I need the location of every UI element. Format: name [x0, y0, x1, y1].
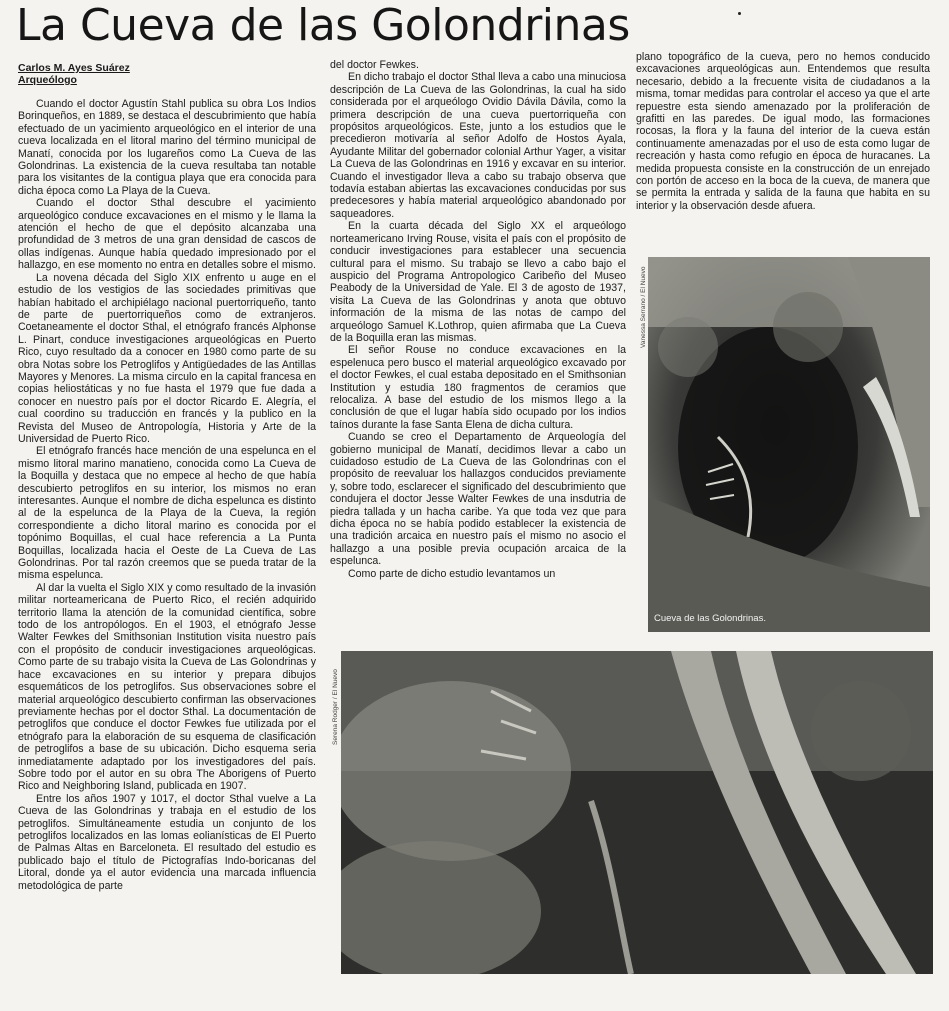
paragraph: Como parte de dicho estudio levantamos un	[348, 567, 556, 580]
paragraph: El etnógrafo francés hace mención de una espelunca en el mismo litoral marino manatieno, conocida como La Cueva de la Boquilla y destaca que no empece al hecho de que había descubierto petroglifos en su interior, los mismos no eran interesantes. Aunque el nombre de dicha espelunca es distinto al de la espelunca de la Playa de la Cueva, la región correspondiente a dicho litoral marino es conocida por el topónimo Boquillas, el cual hace referencia a La Punta Boquillas, localizada hacia el Oeste de La Cueva de Las Golondrinas. Por tal razón creemos que se pueda tratar de la misma espelunca.	[18, 445, 316, 582]
paragraph: El señor Rouse no conduce excavaciones en la espelenuca pero busco el material arqueológico excavado por el doctor Fewkes, el cual estaba depositado en el Smithsonian Institution y estudia 180 fragmentos de ceramios que relocaliza. A base del estudio de los mismos llego a la conclusión de que el lugar había sido ocupado por los indios taínos durante la fase Santa Elena de dicha cultura.	[330, 344, 626, 431]
paragraph: La novena década del Siglo XIX enfrento u auge en el estudio de los vestigios de las sociedades primitivas que habían habitado el archipiélago nacional puertorriqueño, tanto de parte de puertorriqueños como de extranjeros. Coetaneamente el doctor Sthal, el etnógrafo francés Alphonse L. Pinart, conduce investigaciones arqueológicas en Puerto Rico, cuyo resultado da a conocer en 1980 como parte de su obra Notas sobre los Petroglifos y Antigüedades de las Antillas Mayores y Menores. La misma circulo en la capital francesa en copias heliostáticas y no fue hasta el 1979 que fue dada a conocer en nuestro país por el doctor Ricardo E. Alegría, el cual coordino su traducción en francés y la publico en la Revista del Museo de Antropología, Historia y Arte de la Universidad de Puerto Rico.	[18, 271, 316, 445]
paragraph: En dicho trabajo el doctor Sthal lleva a cabo una minuciosa descripción de La Cueva de las Golondrinas, la cual ha sido considerada por el arqueólogo Ovidio Dávila Dávila, como la primera descripción de una cueva puertorriqueña con propósitos arqueológicos. Este, junto a los estudios que le precedieron motivaría al señor Adolfo de Hostos Ayala, Ayudante Militar del gobernador colonial Arthur Yager, a visitar La Cueva de las Golondrinas en 1916 y excavar en su interior. Cuando el investigador lleva a cabo su trabajo observa que todavía estaban abiertas las excavaciones conducidas por sus predecesores y había material arqueológico abandonado por saqueadores.	[330, 71, 626, 220]
author-name: Carlos M. Ayes Suárez	[18, 62, 130, 74]
cave-photo-1	[648, 257, 930, 632]
byline	[18, 62, 130, 86]
cave-photo-1-image	[648, 257, 930, 632]
paragraph: Al dar la vuelta el Siglo XIX y como resultado de la invasión militar norteamericana de Puerto Rico, el recién adquirido territorio llama la atención de la comunidad científica, sobre todo de los antropólogos. En el 1903, el etnógrafo Jesse Walter Fewkes del Smithsonian Institution visita nuestro país con el propósito de conducir investigaciones arqueológicas. Como parte de su trabajo visita la Cueva de Las Golondrinas y hace excavaciones en su interior y prepara dibujos esquemáticos de los petroglifos. Sus observaciones sobre el material arqueológico descubierto confirman las observaciones previamente hechas por el doctor Sthal. La documentación de petroglifos que conduce el doctor Fewkes fue utilizada por el etnógrafo para la elaboración de su esquema de clasificación de petroglifos a base de su ubicación. Dicho esquema seria inmediatamente adaptado por los investigadores del país. Sobre todo por el autor en su obra The Aborigens of Puerto Rico and Neighboring Island, publicada en 1907.	[18, 581, 316, 793]
column-1	[18, 98, 316, 892]
paragraph: del doctor Fewkes.	[330, 59, 419, 71]
photo-credit-2: Serena Rodger / El Nuevo	[332, 669, 339, 745]
paragraph: Cuando el doctor Sthal descubre el yacimiento arqueológico conduce excavaciones en el mismo y le llama la atención el hecho de que el depósito alcanzaba una profundidad de 3 metros de una gran densidad de cascos de ollas indígenas. Aunque había quedado impresionado por el hallazgo, en ese momento no entra en detalles sobre el mismo.	[18, 197, 316, 272]
photo-credit-1: Vanessa Serrano / El Nuevo	[640, 266, 647, 348]
paragraph: Cuando se creo el Departamento de Arqueología del gobierno municipal de Manatí, decidimos llevar a cabo un cuidadoso estudio de La Cueva de las Golondrinas con el propósito de reevaluar los hallazgos conducidos previamente y, sobre todo, esclarecer el significado del descubrimiento que condujera el doctor Jesse Walter Fewkes de una insdutria de piedra tallada y un hacha caribe. Ya que toda vez que para dicha época no se había podido establecer la existencia de una tradición arcaica en nuestro país el mismo no asocio el hallazgo a una posible previa ocupación arcaica de la espelunca.	[330, 431, 626, 568]
author-role: Arqueólogo	[18, 74, 77, 86]
paragraph: Entre los años 1907 y 1017, el doctor Sthal vuelve a La Cueva de las Golondrinas y trabaja en el estudio de los petroglifos. Simultáneamente estudia un conjunto de los petroglifos localizados en las lomas eolianísticas de El Puerto de Palmas Altas en Barceloneta. El resultado del estudio es publicado bajo el título de Pictografías Indo-boricanas del Litoral, donde ya el autor evidencia una marcada influencia metodológica de parte	[18, 792, 316, 892]
paragraph: Cuando el doctor Agustín Stahl publica su obra Los Indios Borinqueños, en 1889, se destaca el descubrimiento que había efectuado de un yacimiento arqueológico en el interior de una cueva localizada en el litoral marino del término municipal de Manatí, conocida por los lugareños como La Cueva de las Golondrinas. La existencia de la cueva resultaba tan notable para los visitantes de la contigua playa que era conocida para dicha época como La Playa de la Cueva.	[18, 98, 316, 197]
column-3	[636, 51, 930, 212]
cave-photo-2-image	[341, 651, 933, 974]
cave-photo-2	[341, 651, 933, 974]
paragraph: En la cuarta década del Siglo XX el arqueólogo norteamericano Irving Rouse, visita el país con el propósito de conducir investigaciones para establecer una secuencia cultural para el mismo. Su trabajo se llevo a cabo bajo el auspicio del Programa Antropologico Caribeño del Museo Peabody de la Universidad de Yale. El 3 de agosto de 1937, visita La Cueva de las Golondrinas y anota que obtuvo información de la misma de las notas de campo del arqueólogo Samuel K.Lothrop, quien afirmaba que La Cueva de la Boquilla eran las mismas.	[330, 220, 626, 344]
print-speck	[738, 12, 741, 15]
paragraph: plano topográfico de la cueva, pero no hemos conducido excavaciones arqueológicas aun. Entendemos que resulta necesario, debido a la frecuente visita de ciudadanos a la misma, tomar medidas para controlar el acceso ya que el arte repuestre esta siendo amenazado por la proliferación de grafitti en las paredes. De igual modo, las formaciones rocosas, la flora y la fauna del interior de la cueva están continuamente amenazadas por el uso de esta como lugar de recreación y hasta como refugio en época de huracanes. La medida propuesta consiste en la construcción de un enrejado con portón de acceso en la boca de la cueva, de manera que se permita la entrada y salida de la fauna que habita en su interior y la observación desde afuera.	[636, 51, 930, 212]
photo-caption-1: Cueva de las Golondrinas.	[654, 613, 766, 624]
article-title: La Cueva de las Golondrinas	[16, 0, 630, 51]
column-2	[330, 59, 626, 580]
